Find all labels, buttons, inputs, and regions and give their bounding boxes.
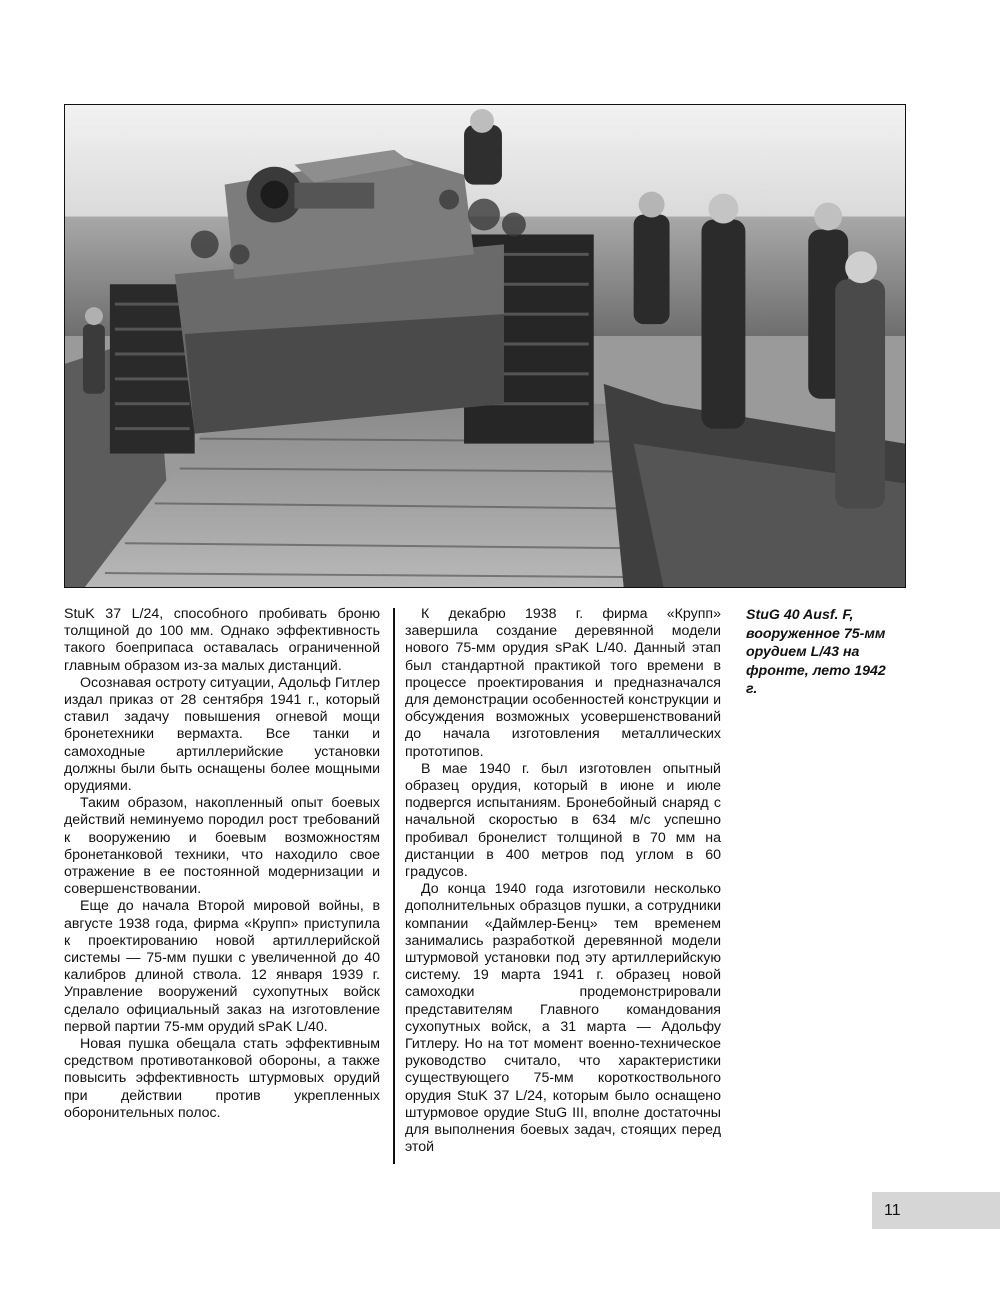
historical-photo xyxy=(64,104,906,588)
text-column-right xyxy=(405,606,721,1157)
paragraph: Еще до начала Второй мировой войны, в августе 1938 года, фирма «Крупп» приступила к проектированию новой артиллерийской системы — 75-мм пушки с увеличенной до 40 калибров длиной ствола. 12 января 1939 г. Управление вооружений сухопутных войск сделало официальный заказ на изготовление первой партии 75-мм орудий sPaK L/40. xyxy=(64,898,380,1035)
paragraph: Таким образом, накопленный опыт боевых действий неминуемо породил рост требований к вооружению и боевым возможностям бронетанковой техники, что находило свое отражение в ее постоянной модернизации и совершенствовании. xyxy=(64,795,380,898)
page-number: 11 xyxy=(872,1192,1000,1229)
text-column-left xyxy=(64,606,380,1122)
paragraph: Осознавая остроту ситуации, Адольф Гитлер издал приказ от 28 сентября 1941 г., который ставил задачу повышения огневой мощи бронетехники вермахта. Все танки и самоходные артиллерийские установки должны были быть оснащены более мощными орудиями. xyxy=(64,674,380,795)
paragraph: До конца 1940 года изготовили несколько дополнительных образцов пушки, а сотрудники компании «Даймлер-Бенц» тем временем занимались разработкой деревянной модели штурмовой установки под эту артиллерийскую систему. 19 марта 1941 г. образец новой самоходки продемонстрировали представителям Главного командования сухопутных войск, а 31 марта — Адольфу Гитлеру. Но на тот момент военно-техническое руководство считало, что характеристики существующего 75-мм короткоствольного орудия StuK 37 L/24, которым было оснащено штурмовое орудие StuG III, вполне достаточны для выполнения боевых задач, стоящих перед этой xyxy=(405,881,721,1156)
paragraph: Новая пушка обещала стать эффективным средством противотанковой обороны, а также повысить эффективность штурмовых орудий при действии против укрепленных оборонительных полос. xyxy=(64,1036,380,1121)
paragraph: В мае 1940 г. был изготовлен опытный образец орудия, который в июне и июле подвергся испытаниям. Бронебойный снаряд с начальной скоростью в 634 м/с успешно пробивал бронелист толщиной в 70 мм на дистанции в 400 метров под углом в 60 градусов. xyxy=(405,760,721,881)
paragraph: StuK 37 L/24, способного пробивать броню толщиной до 100 мм. Однако эффективность такого боеприпаса оставалась ограниченной главным образом из-за малых дистанций. xyxy=(64,606,380,674)
photo-caption: StuG 40 Ausf. F, вооруженное 75-мм орудием L/43 на фронте, лето 1942 г. xyxy=(746,607,886,697)
paragraph: К декабрю 1938 г. фирма «Крупп» завершила создание деревянной модели нового 75-мм орудия sPaK L/40. Данный этап был стандартной практикой того времени в процессе проектирования и предназначался для демонстрации особенностей конструкции и обсуждения возможных усовершенствований до начала изготовления металлических прототипов. xyxy=(405,606,721,760)
stug-bridge-photo-illustration xyxy=(65,105,905,587)
column-divider xyxy=(393,608,395,1164)
